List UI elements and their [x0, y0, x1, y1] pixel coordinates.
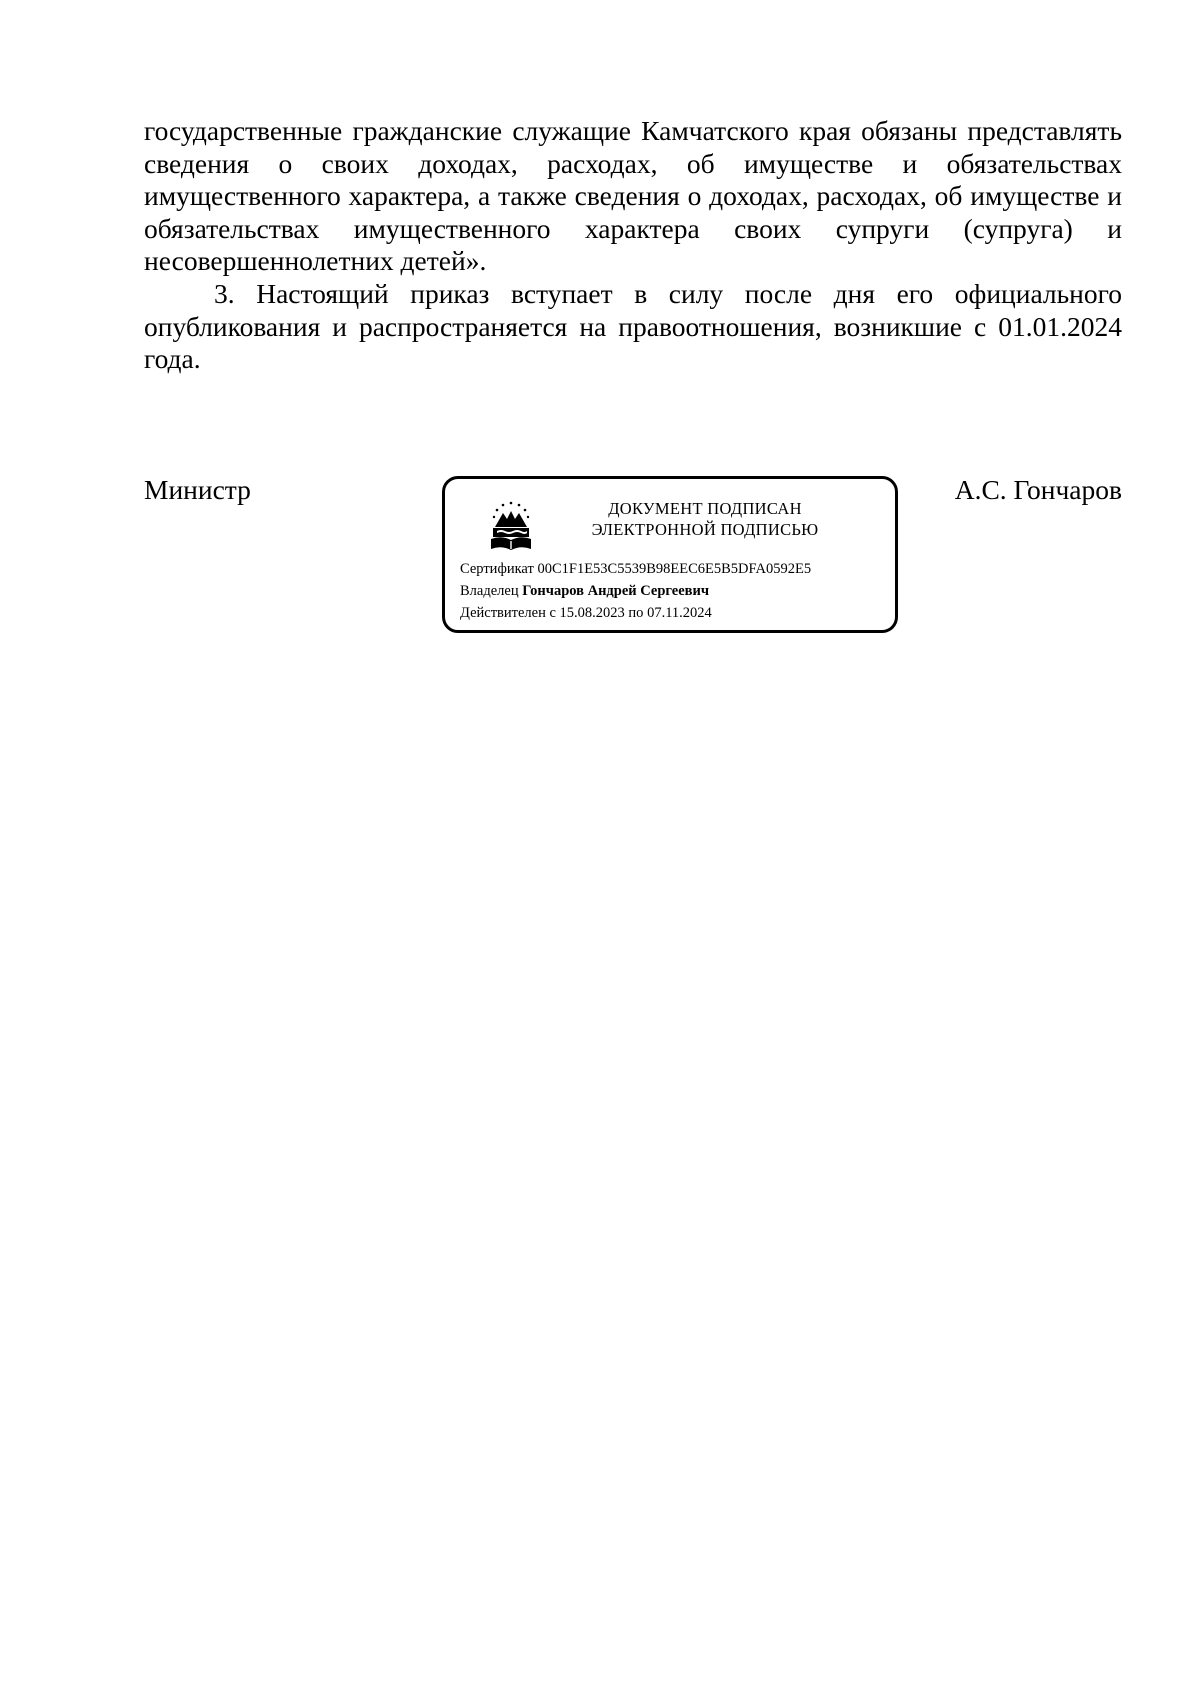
valid-from-label: с — [549, 605, 556, 621]
signatory-title: Министр — [144, 474, 251, 505]
document-body — [144, 115, 1122, 376]
electronic-signature-stamp — [442, 476, 898, 633]
paragraph-effective-date: 3. Настоящий приказ вступает в силу после дня его официального опубликования и распространяется на правоотношения, возникшие с 01.01.2024 года. — [144, 277, 1122, 375]
certificate-label: Сертификат — [460, 561, 534, 577]
valid-to-label: по — [628, 605, 644, 621]
kamchatka-emblem-icon — [483, 497, 539, 553]
owner-label: Владелец — [460, 583, 519, 599]
certificate-value: 00C1F1E53C5539B98EEC6E5B5DFA0592E5 — [537, 561, 812, 577]
valid-from-date: 15.08.2023 — [559, 605, 625, 621]
stamp-certificate-line — [460, 560, 811, 578]
owner-value: Гончаров Андрей Сергеевич — [522, 583, 710, 599]
signatory-name: А.С. Гончаров — [954, 474, 1122, 505]
paragraph-obligations: государственные гражданские служащие Камчатского края обязаны представлять сведения о своих доходах, расходах, об имуществе и обязательствах имущественного характера, а также сведения о доходах, расходах, об имуществе и обязательствах имущественного характера своих супруги (супруга) и несовершеннолетних детей». — [144, 115, 1122, 277]
stamp-owner-line — [460, 582, 709, 600]
stamp-heading — [555, 498, 855, 540]
stamp-heading-line-1: ДОКУМЕНТ ПОДПИСАН — [608, 499, 802, 518]
stamp-heading-line-2: ЭЛЕКТРОННОЙ ПОДПИСЬЮ — [591, 520, 819, 539]
valid-to-date: 07.11.2024 — [647, 605, 712, 621]
valid-label: Действителен — [460, 605, 546, 621]
stamp-validity-line — [460, 604, 712, 622]
